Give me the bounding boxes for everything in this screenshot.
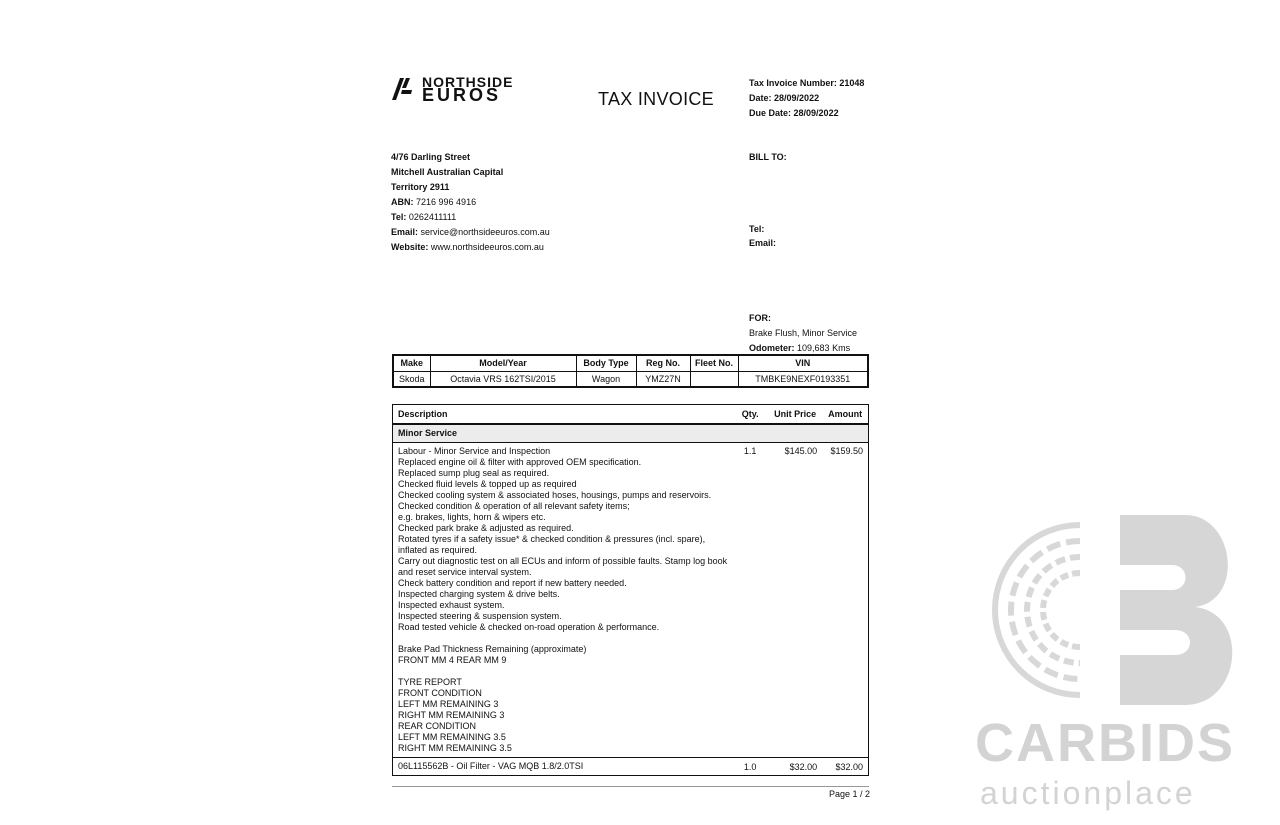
- description-line: Checked cooling system & associated hoses, housings, pumps and reservoirs.: [398, 490, 712, 500]
- line-item-qty: 1.1: [743, 446, 757, 456]
- description-line: [398, 633, 727, 644]
- address-line-3: Territory 2911: [391, 182, 450, 192]
- description-line: Checked fluid levels & topped up as required: [398, 479, 577, 489]
- description-line: FRONT MM 4 REAR MM 9: [398, 655, 507, 665]
- line-item-qty: 1.0: [732, 758, 768, 776]
- description-line: Brake Pad Thickness Remaining (approximate): [398, 644, 587, 654]
- line-item-unit-price: $32.00: [768, 758, 822, 776]
- description-line: Labour - Minor Service and Inspection: [398, 446, 551, 456]
- header-unit-price: Unit Price: [768, 405, 822, 424]
- address-line-2: Mitchell Australian Capital: [391, 167, 504, 177]
- northside-euros-logo-icon: [390, 76, 416, 102]
- vehicle-body: Wagon: [576, 371, 636, 387]
- logo-line-2: EUROS: [422, 85, 502, 105]
- vehicle-header-fleet: Fleet No.: [690, 355, 738, 371]
- invoice-date: 28/09/2022: [774, 93, 820, 103]
- bill-to-label: BILL TO:: [749, 152, 787, 162]
- description-line: [398, 666, 727, 677]
- header-amount: Amount: [822, 405, 868, 424]
- logo-line-1: NORTHSIDE: [422, 74, 514, 90]
- description-line: RIGHT MM REMAINING 3.5: [398, 743, 512, 753]
- vehicle-make: Skoda: [398, 373, 425, 384]
- tel-label: Tel:: [391, 212, 407, 222]
- vehicle-reg: YMZ27N: [636, 371, 690, 387]
- description-line: Replaced engine oil & filter with approved OEM specification.: [398, 457, 642, 467]
- tel-value: 0262411111: [408, 212, 457, 222]
- description-line: Inspected exhaust system.: [398, 600, 505, 610]
- watermark-brand: CARBIDS: [975, 713, 1236, 773]
- description-line: LEFT MM REMAINING 3.5: [398, 732, 506, 742]
- line-item-row: [393, 758, 869, 776]
- description-line: and reset service interval system.: [398, 567, 532, 577]
- section-title: Minor Service: [393, 424, 869, 443]
- vehicle-header-vin: VIN: [738, 355, 868, 371]
- description-line: FRONT CONDITION: [398, 688, 482, 698]
- company-logo: [390, 74, 514, 105]
- email-value: service@northsideeuros.com.au: [420, 227, 550, 237]
- description-line: Carry out diagnostic test on all ECUs and inform of possible faults. Stamp log book: [398, 556, 728, 566]
- for-work: Brake Flush, Minor Service: [749, 328, 858, 338]
- page-number: Page 1 / 2: [829, 789, 871, 799]
- header-qty: Qty.: [732, 405, 768, 424]
- odometer-label: Odometer:: [749, 343, 795, 353]
- description-line: Check battery condition and report if new battery needed.: [398, 578, 627, 588]
- vehicle-header-model: Model/Year: [430, 355, 576, 371]
- vehicle-row: [393, 371, 868, 387]
- vehicle-table: [392, 354, 869, 388]
- abn-label: ABN:: [391, 197, 414, 207]
- for-label: FOR:: [749, 313, 771, 323]
- line-items-table: [392, 404, 869, 776]
- invoice-number: 21048: [839, 78, 865, 88]
- due-date-label: Due Date:: [749, 108, 792, 118]
- description-line: Rotated tyres if a safety issue* & checked condition & pressures (incl. spare),: [398, 534, 706, 544]
- description-line: inflated as required.: [398, 545, 478, 555]
- description-line: Inspected steering & suspension system.: [398, 611, 562, 621]
- description-line: RIGHT MM REMAINING 3: [398, 710, 505, 720]
- vehicle-model: Octavia VRS 162TSI/2015: [430, 371, 576, 387]
- email-label: Email:: [391, 227, 419, 237]
- invoice-meta: [749, 76, 864, 121]
- description-line: TYRE REPORT: [398, 677, 462, 687]
- description-line: Road tested vehicle & checked on-road operation & performance.: [398, 622, 660, 632]
- line-item-description: 06L115562B - Oil Filter - VAG MQB 1.8/2.0TSI: [393, 758, 733, 776]
- invoice-number-label: Tax Invoice Number:: [749, 78, 837, 88]
- description-line: LEFT MM REMAINING 3: [398, 699, 499, 709]
- bill-to-block: [749, 150, 787, 248]
- bill-to-email-label: Email:: [749, 238, 777, 248]
- website-label: Website:: [391, 242, 429, 252]
- website-value: www.northsideeuros.com.au: [430, 242, 544, 252]
- for-block: [749, 311, 857, 356]
- vehicle-header-reg: Reg No.: [636, 355, 690, 371]
- line-item-description: [393, 443, 733, 758]
- document-title: TAX INVOICE: [598, 89, 714, 109]
- line-item-amount: $32.00: [822, 758, 868, 776]
- line-item-row: [393, 443, 869, 758]
- vehicle-fleet: [690, 371, 738, 387]
- footer-rule: [392, 786, 869, 787]
- section-row: [393, 424, 869, 443]
- description-line: e.g. brakes, lights, horn & wipers etc.: [398, 512, 546, 522]
- carbids-watermark-logo-icon: [980, 505, 1252, 715]
- due-date: 28/09/2022: [793, 108, 839, 118]
- bill-to-tel-label: Tel:: [749, 224, 765, 234]
- vehicle-vin: TMBKE9NEXF0193351: [738, 371, 868, 387]
- header-description: Description: [393, 405, 733, 424]
- description-line: Checked condition & operation of all relevant safety items;: [398, 501, 630, 511]
- address-line-1: 4/76 Darling Street: [391, 152, 471, 162]
- vehicle-header-make: Make: [393, 355, 430, 371]
- line-item-amount: $159.50: [830, 446, 863, 456]
- watermark-sub: auctionplace: [980, 775, 1196, 811]
- company-address: [391, 150, 550, 255]
- description-line: REAR CONDITION: [398, 721, 477, 731]
- description-line: Inspected charging system & drive belts.: [398, 589, 560, 599]
- vehicle-header-body: Body Type: [576, 355, 636, 371]
- abn-value: 7216 996 4916: [416, 197, 477, 207]
- line-item-unit-price: $145.00: [784, 446, 818, 456]
- description-line: Replaced sump plug seal as required.: [398, 468, 550, 478]
- odometer-value: 109,683 Kms: [797, 343, 851, 353]
- description-line: Checked park brake & adjusted as required.: [398, 523, 574, 533]
- date-label: Date:: [749, 93, 772, 103]
